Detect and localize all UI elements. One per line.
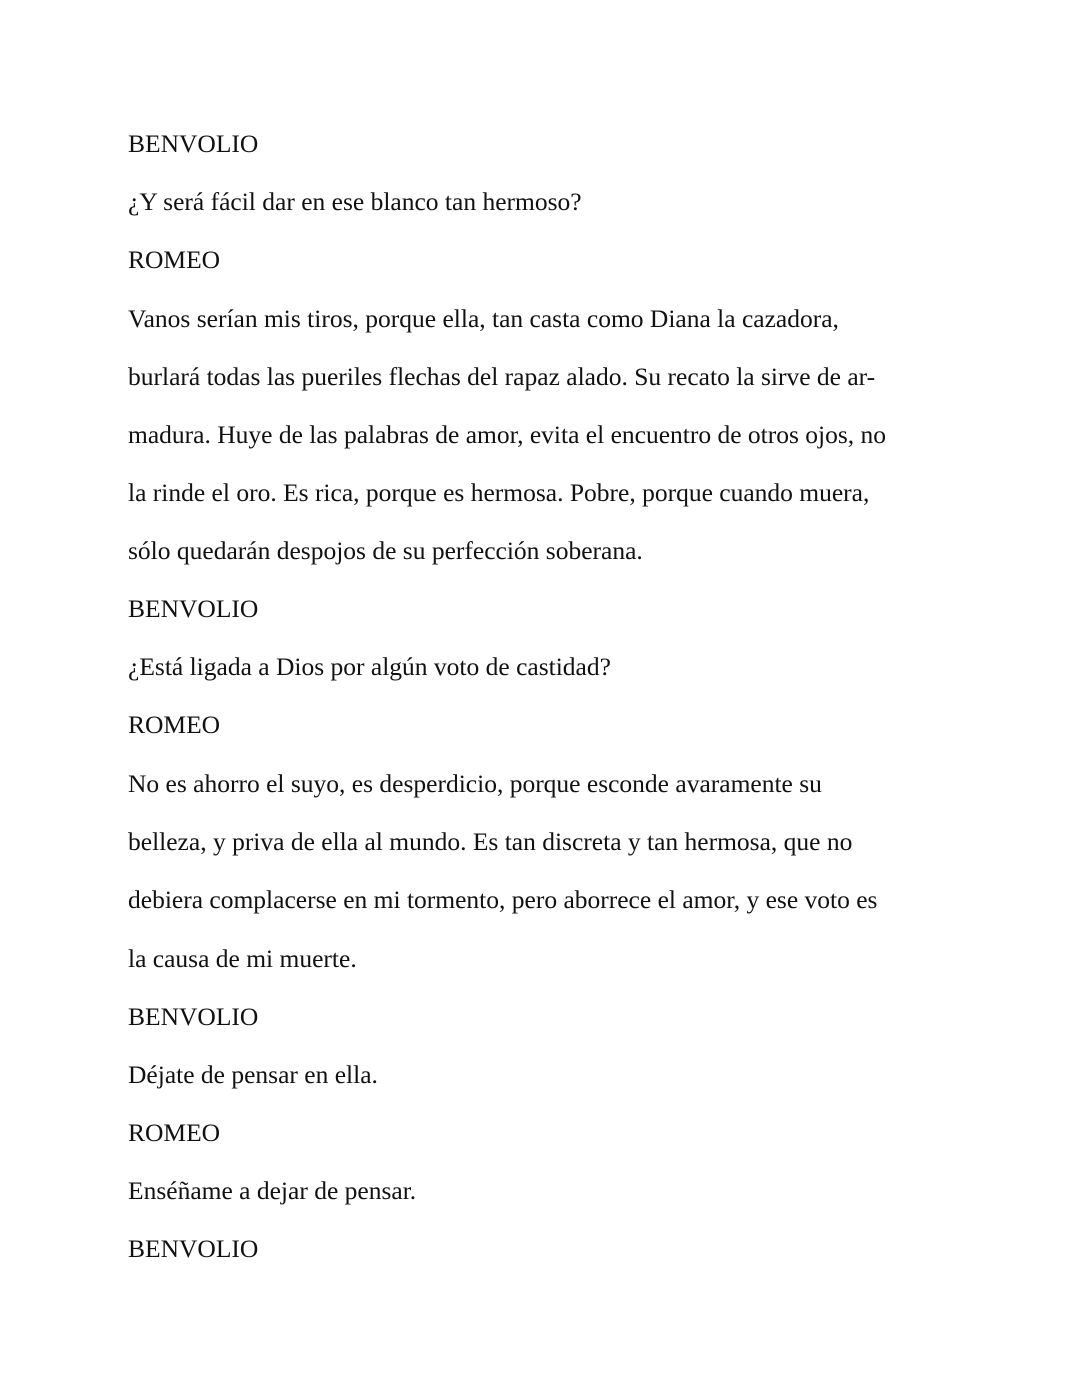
speaker-name: BENVOLIO <box>128 1234 259 1263</box>
dialogue-line: la causa de mi muerte. <box>128 944 357 973</box>
speaker-name: BENVOLIO <box>128 1002 259 1031</box>
dialogue-line: madura. Huye de las palabras de amor, evita el encuentro de otros ojos, no <box>128 420 887 449</box>
dialogue-line: belleza, y priva de ella al mundo. Es tan discreta y tan hermosa, que no <box>128 827 853 856</box>
speaker-name: BENVOLIO <box>128 129 259 158</box>
dialogue-line: debiera complacerse en mi tormento, pero aborrece el amor, y ese voto es <box>128 885 878 914</box>
dialogue-line: sólo quedarán despojos de su perfección soberana. <box>128 536 643 565</box>
dialogue-line: la rinde el oro. Es rica, porque es hermosa. Pobre, porque cuando muera, <box>128 478 870 507</box>
speaker-name: ROMEO <box>128 1118 221 1147</box>
speaker-name: BENVOLIO <box>128 594 259 623</box>
speaker-name: ROMEO <box>128 245 221 274</box>
dialogue-line: Enséñame a dejar de pensar. <box>128 1176 417 1205</box>
dialogue-line: No es ahorro el suyo, es desperdicio, porque esconde avaramente su <box>128 769 822 798</box>
dialogue-line: Déjate de pensar en ella. <box>128 1060 378 1089</box>
speaker-name: ROMEO <box>128 710 221 739</box>
dialogue-line: ¿Está ligada a Dios por algún voto de castidad? <box>128 652 611 681</box>
dialogue-line: burlará todas las pueriles flechas del rapaz alado. Su recato la sirve de ar- <box>128 362 876 391</box>
dialogue-line: Vanos serían mis tiros, porque ella, tan casta como Diana la cazadora, <box>128 304 839 333</box>
dialogue-line: ¿Y será fácil dar en ese blanco tan hermoso? <box>128 187 582 216</box>
